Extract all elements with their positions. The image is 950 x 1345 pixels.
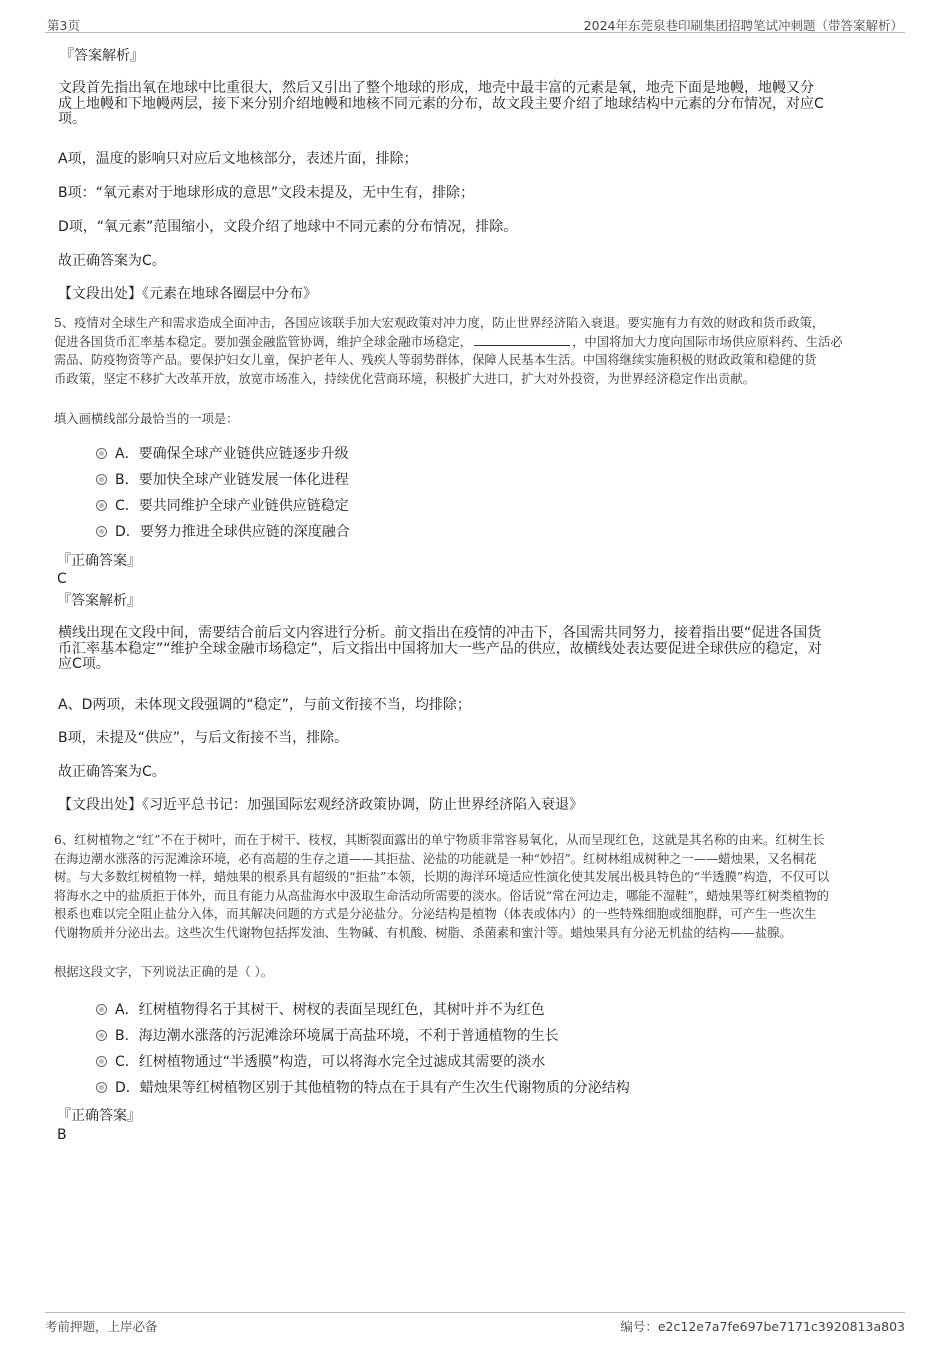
- q5-prompt: 填入画横线部分最恰当的一项是：: [54, 412, 239, 426]
- q4-point-a: A项，温度的影响只对应后文地核部分，表述片面，排除；: [58, 151, 418, 167]
- q5-stem-line: 5、疫情对全球生产和需求造成全面冲击，各国应该联手加大宏观政策对冲力度，防止世界经济陷入衰退。要实施有力有效的财政和货币政策，: [54, 316, 825, 330]
- q5-option-d[interactable]: D．要努力推进全球供应链的深度融合: [96, 524, 350, 540]
- q5-option-a[interactable]: A．要确保全球产业链供应链逐步升级: [96, 446, 349, 462]
- q5-point-ad: A、D两项，未体现文段强调的“稳定”，与前文衔接不当，均排除；: [58, 697, 471, 713]
- document-title: 2024年东莞泉巷印刷集团招聘笔试冲刺题（带答案解析）: [583, 18, 903, 33]
- q4-analysis-line: 项。: [58, 111, 86, 127]
- q4-analysis-line: 文段首先指出氧在地球中比重很大，然后又引出了整个地球的形成，地壳中最丰富的元素是氧，地壳下面是地幔，地幔又分: [58, 80, 814, 96]
- q6-stem: [54, 831, 904, 942]
- q5-stem-line: 需品、防疫物资等产品。要保护妇女儿童，保护老年人、残疾人等弱势群体，保障人民基本生活。中国将继续实施积极的财政政策和稳健的货: [54, 353, 817, 367]
- q6-option-c[interactable]: C．红树植物通过“半透膜”构造，可以将海水完全过滤成其需要的淡水: [96, 1054, 545, 1070]
- q5-analysis-line: 币汇率基本稳定”“维护全球金融市场稳定”，后文指出中国将加大一些产品的供应，故横线处表达要促进全球供应的稳定，对: [58, 640, 822, 657]
- q6-prompt: 根据这段文字，下列说法正确的是（ ）。: [54, 965, 274, 979]
- q5-option-c[interactable]: C．要共同维护全球产业链供应链稳定: [96, 498, 349, 514]
- radio-icon[interactable]: [96, 526, 107, 537]
- fill-blank: [474, 335, 570, 346]
- q6-answer-label: 『正确答案』: [57, 1108, 141, 1124]
- q6-option-a[interactable]: A．红树植物得名于其树干、树杈的表面呈现红色，其树叶并不为红色: [96, 1002, 545, 1018]
- q6-option-b[interactable]: B．海边潮水涨落的污泥滩涂环境属于高盐环境，不利于普通植物的生长: [96, 1028, 559, 1044]
- q4-conclusion: 故正确答案为C。: [58, 253, 166, 269]
- q5-analysis-line: 应C项。: [58, 656, 110, 672]
- q4-analysis-text: [58, 81, 824, 128]
- q5-analysis-label: 『答案解析』: [57, 593, 141, 609]
- radio-icon[interactable]: [96, 1082, 107, 1093]
- q4-source: 【文段出处】《元素在地球各圈层中分布》: [58, 286, 317, 302]
- q5-analysis-line: 横线出现在文段中间，需要结合前后文内容进行分析。前文指出在疫情的冲击下，各国需共同努力，接着指出要“促进各国货: [58, 625, 822, 641]
- page-footer: [45, 1312, 905, 1335]
- page-number: 第3页: [47, 18, 80, 33]
- q6-stem-line: 将海水之中的盐质拒于体外，而且有能力从高盐海水中汲取生命活动所需要的淡水。俗话说“常在河边走，哪能不湿鞋”，蜡烛果等红树类植物的: [54, 888, 829, 903]
- q5-conclusion: 故正确答案为C。: [58, 764, 166, 780]
- q5-source: 【文段出处】《习近平总书记：加强国际宏观经济政策协调，防止世界经济陷入衰退》: [58, 797, 583, 813]
- radio-icon[interactable]: [96, 474, 107, 485]
- radio-icon[interactable]: [96, 1056, 107, 1067]
- q5-answer-label: 『正确答案』: [57, 553, 141, 569]
- q6-stem-line: 树。与大多数红树植物一样，蜡烛果的根系具有超级的“拒盐”本领，长期的海洋环境适应性演化使其发展出极具特色的“半透膜”构造，不仅可以: [54, 870, 830, 884]
- q4-point-b: B项：“氧元素对于地球形成的意思”文段未提及，无中生有，排除；: [58, 185, 475, 201]
- q6-stem-line: 在海边潮水涨落的污泥滩涂环境，必有高超的生存之道——其拒盐、泌盐的功能就是一种“妙招”。红树林组成树种之一——蜡烛果，又名桐花: [54, 851, 817, 866]
- q4-analysis-line: 成上地幔和下地幔两层，接下来分别介绍地幔和地核不同元素的分布，故文段主要介绍了地球结构中元素的分布情况，对应C: [58, 95, 824, 112]
- q6-answer: B: [57, 1127, 67, 1143]
- q6-stem-line: 代谢物质并分泌出去。这些次生代谢物包括挥发油、生物碱、有机酸、树脂、杀菌素和蜜汁等。蜡烛果具有分泌无机盐的结构——盐腺。: [54, 925, 792, 940]
- radio-icon[interactable]: [96, 448, 107, 459]
- footer-slogan: 考前押题，上岸必备: [45, 1319, 158, 1334]
- q5-option-b[interactable]: B．要加快全球产业链发展一体化进程: [96, 472, 349, 488]
- q5-stem-line: 币政策，坚定不移扩大改革开放，放宽市场准入，持续优化营商环境，积极扩大进口，扩大对外投资，为世界经济稳定作出贡献。: [54, 371, 755, 386]
- q6-stem-line: 6、红树植物之“红”不在于树叶，而在于树干、枝杈，其断裂面露出的单宁物质非常容易氧化，从而呈现红色，这就是其名称的由来。红树生长: [54, 833, 825, 847]
- q6-option-d[interactable]: D．蜡烛果等红树植物区别于其他植物的特点在于具有产生次生代谢物质的分泌结构: [96, 1080, 630, 1096]
- page-header: [45, 14, 905, 33]
- q5-analysis-text: [58, 626, 822, 673]
- q5-stem-line: 促进各国货币汇率基本稳定。要加强金融监管协调，维护全球金融市场稳定， ，中国将加大力度向国际市场供应原料药、生活必: [54, 334, 843, 349]
- radio-icon[interactable]: [96, 1004, 107, 1015]
- radio-icon[interactable]: [96, 500, 107, 511]
- q5-point-b: B项，未提及“供应”，与后文衔接不当，排除。: [58, 730, 349, 746]
- q6-stem-line: 根系也难以完全阻止盐分入体，而其解决问题的方式是分泌盐分。分泌结构是植物（体表或体内）的一些特殊细胞或细胞群，可产生一些次生: [54, 907, 817, 921]
- q4-point-d: D项，“氧元素”范围缩小，文段介绍了地球中不同元素的分布情况，排除。: [58, 219, 518, 235]
- q5-answer: C: [57, 571, 67, 587]
- document-id: 编号：e2c12e7a7fe697be7171c3920813a803: [620, 1319, 905, 1334]
- q4-analysis-label: 『答案解析』: [60, 48, 144, 64]
- radio-icon[interactable]: [96, 1030, 107, 1041]
- q5-stem: [54, 314, 899, 388]
